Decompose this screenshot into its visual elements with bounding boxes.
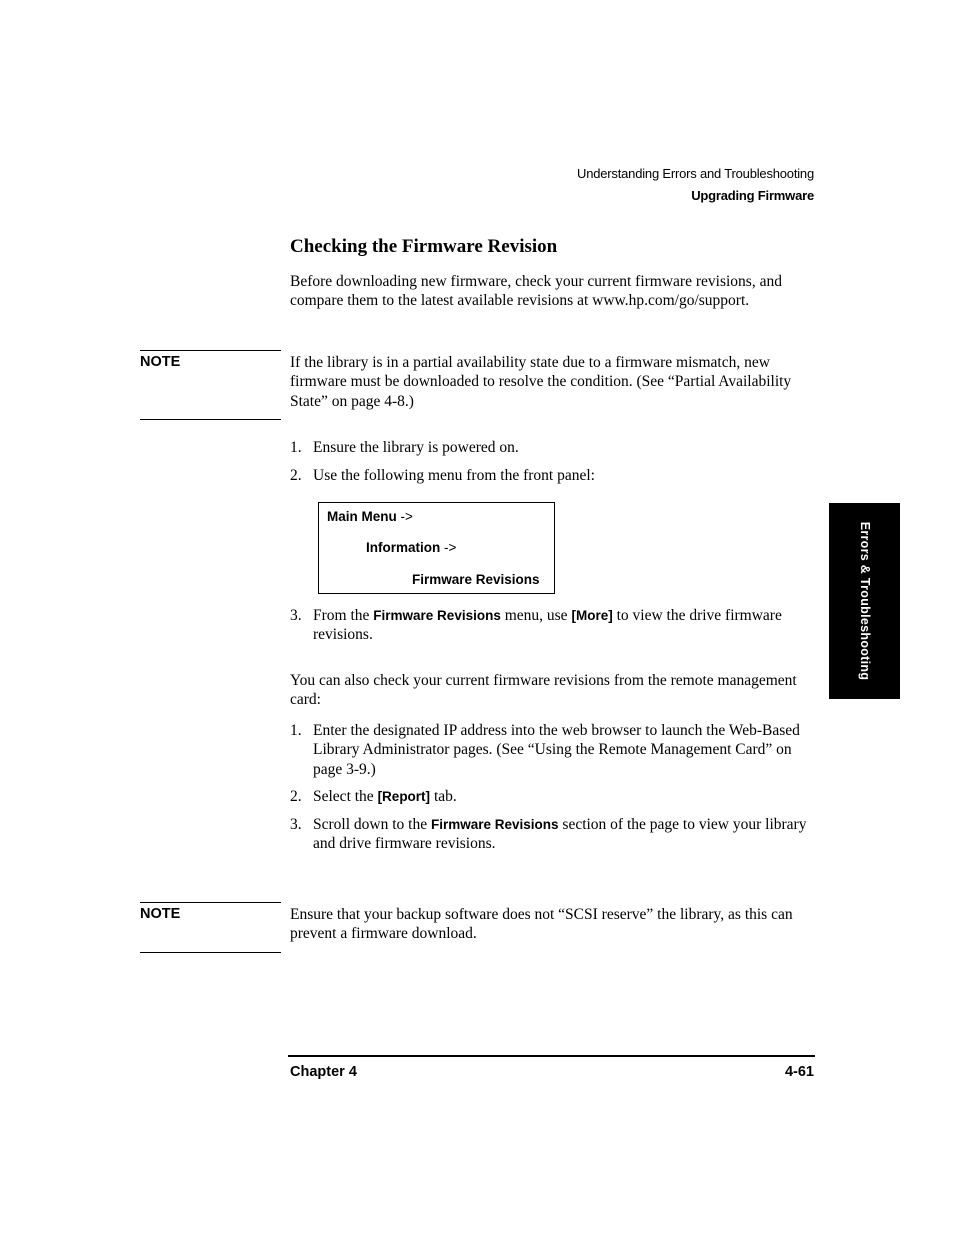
menu-information-label: Information xyxy=(366,540,441,555)
note-rule-top xyxy=(140,350,281,351)
menu-line-information xyxy=(366,540,456,555)
step-text: Enter the designated IP address into the web browser to launch the Web-Based Library Administrator pages. (See “Using the Remote Management Card” on page 3-9.) xyxy=(313,722,800,778)
remote-intro-paragraph: You can also check your current firmware revisions from the remote management card: xyxy=(290,672,797,709)
step-text xyxy=(313,815,815,854)
step-number: 2. xyxy=(290,788,302,805)
step-text-part: Scroll down to the xyxy=(313,816,431,833)
menu-line-main xyxy=(327,509,413,524)
step-number: 3. xyxy=(290,816,302,833)
chapter-side-tab xyxy=(829,503,900,699)
note-label: NOTE xyxy=(140,354,181,370)
menu-line-firmware xyxy=(412,572,540,587)
footer-chapter: Chapter 4 xyxy=(290,1064,357,1080)
menu-main-label: Main Menu xyxy=(327,509,397,524)
step-text xyxy=(313,787,815,806)
note-rule-bottom xyxy=(140,952,281,953)
step-text xyxy=(313,606,815,645)
note-rule-top xyxy=(140,902,281,903)
note-text: If the library is in a partial availability state due to a firmware mismatch, new firmware must be downloaded to resolve the condition. (See “Partial Availability State” on page 4-8.) xyxy=(290,354,792,410)
note-text: Ensure that your backup software does not “SCSI reserve” the library, as this can prevent a firmware download. xyxy=(290,906,793,943)
step-text: Ensure the library is powered on. xyxy=(313,439,519,456)
step-number: 1. xyxy=(290,722,302,739)
step-text-part: to view the drive firmware revisions. xyxy=(313,607,782,644)
step-text-part: tab. xyxy=(430,788,457,805)
section-title: Checking the Firmware Revision xyxy=(290,236,558,257)
step-text-part: Select the xyxy=(313,788,378,805)
front-panel-menu-box xyxy=(318,502,555,594)
step-number: 3. xyxy=(290,607,302,624)
running-head-section: Upgrading Firmware xyxy=(691,188,814,203)
step-number: 2. xyxy=(290,467,302,484)
menu-arrow: -> xyxy=(396,509,413,524)
footer-page-number: 4-61 xyxy=(784,1064,814,1080)
menu-arrow: -> xyxy=(440,540,457,555)
menu-firmware-label: Firmware Revisions xyxy=(412,572,540,587)
intro-paragraph: Before downloading new firmware, check your current firmware revisions, and compare them to the latest available revisions at www.hp.com/go/support. xyxy=(290,273,782,310)
step-text-part: menu, use xyxy=(500,607,572,624)
ui-term: [More] xyxy=(571,608,613,623)
step-text: Use the following menu from the front panel: xyxy=(313,467,595,484)
note-rule-bottom xyxy=(140,419,281,420)
note-label: NOTE xyxy=(140,906,181,922)
side-tab-label: Errors & Troubleshooting xyxy=(857,521,872,681)
ui-term: Firmware Revisions xyxy=(373,608,501,623)
running-head-chapter: Understanding Errors and Troubleshooting xyxy=(577,166,814,181)
step-number: 1. xyxy=(290,439,302,456)
ui-term: Firmware Revisions xyxy=(430,817,559,832)
ui-term: [Report] xyxy=(377,789,431,804)
step-text-part: section of the page to view your library and drive firmware revisions. xyxy=(313,816,807,853)
footer-rule xyxy=(288,1055,815,1057)
step-text-part: From the xyxy=(313,607,374,624)
